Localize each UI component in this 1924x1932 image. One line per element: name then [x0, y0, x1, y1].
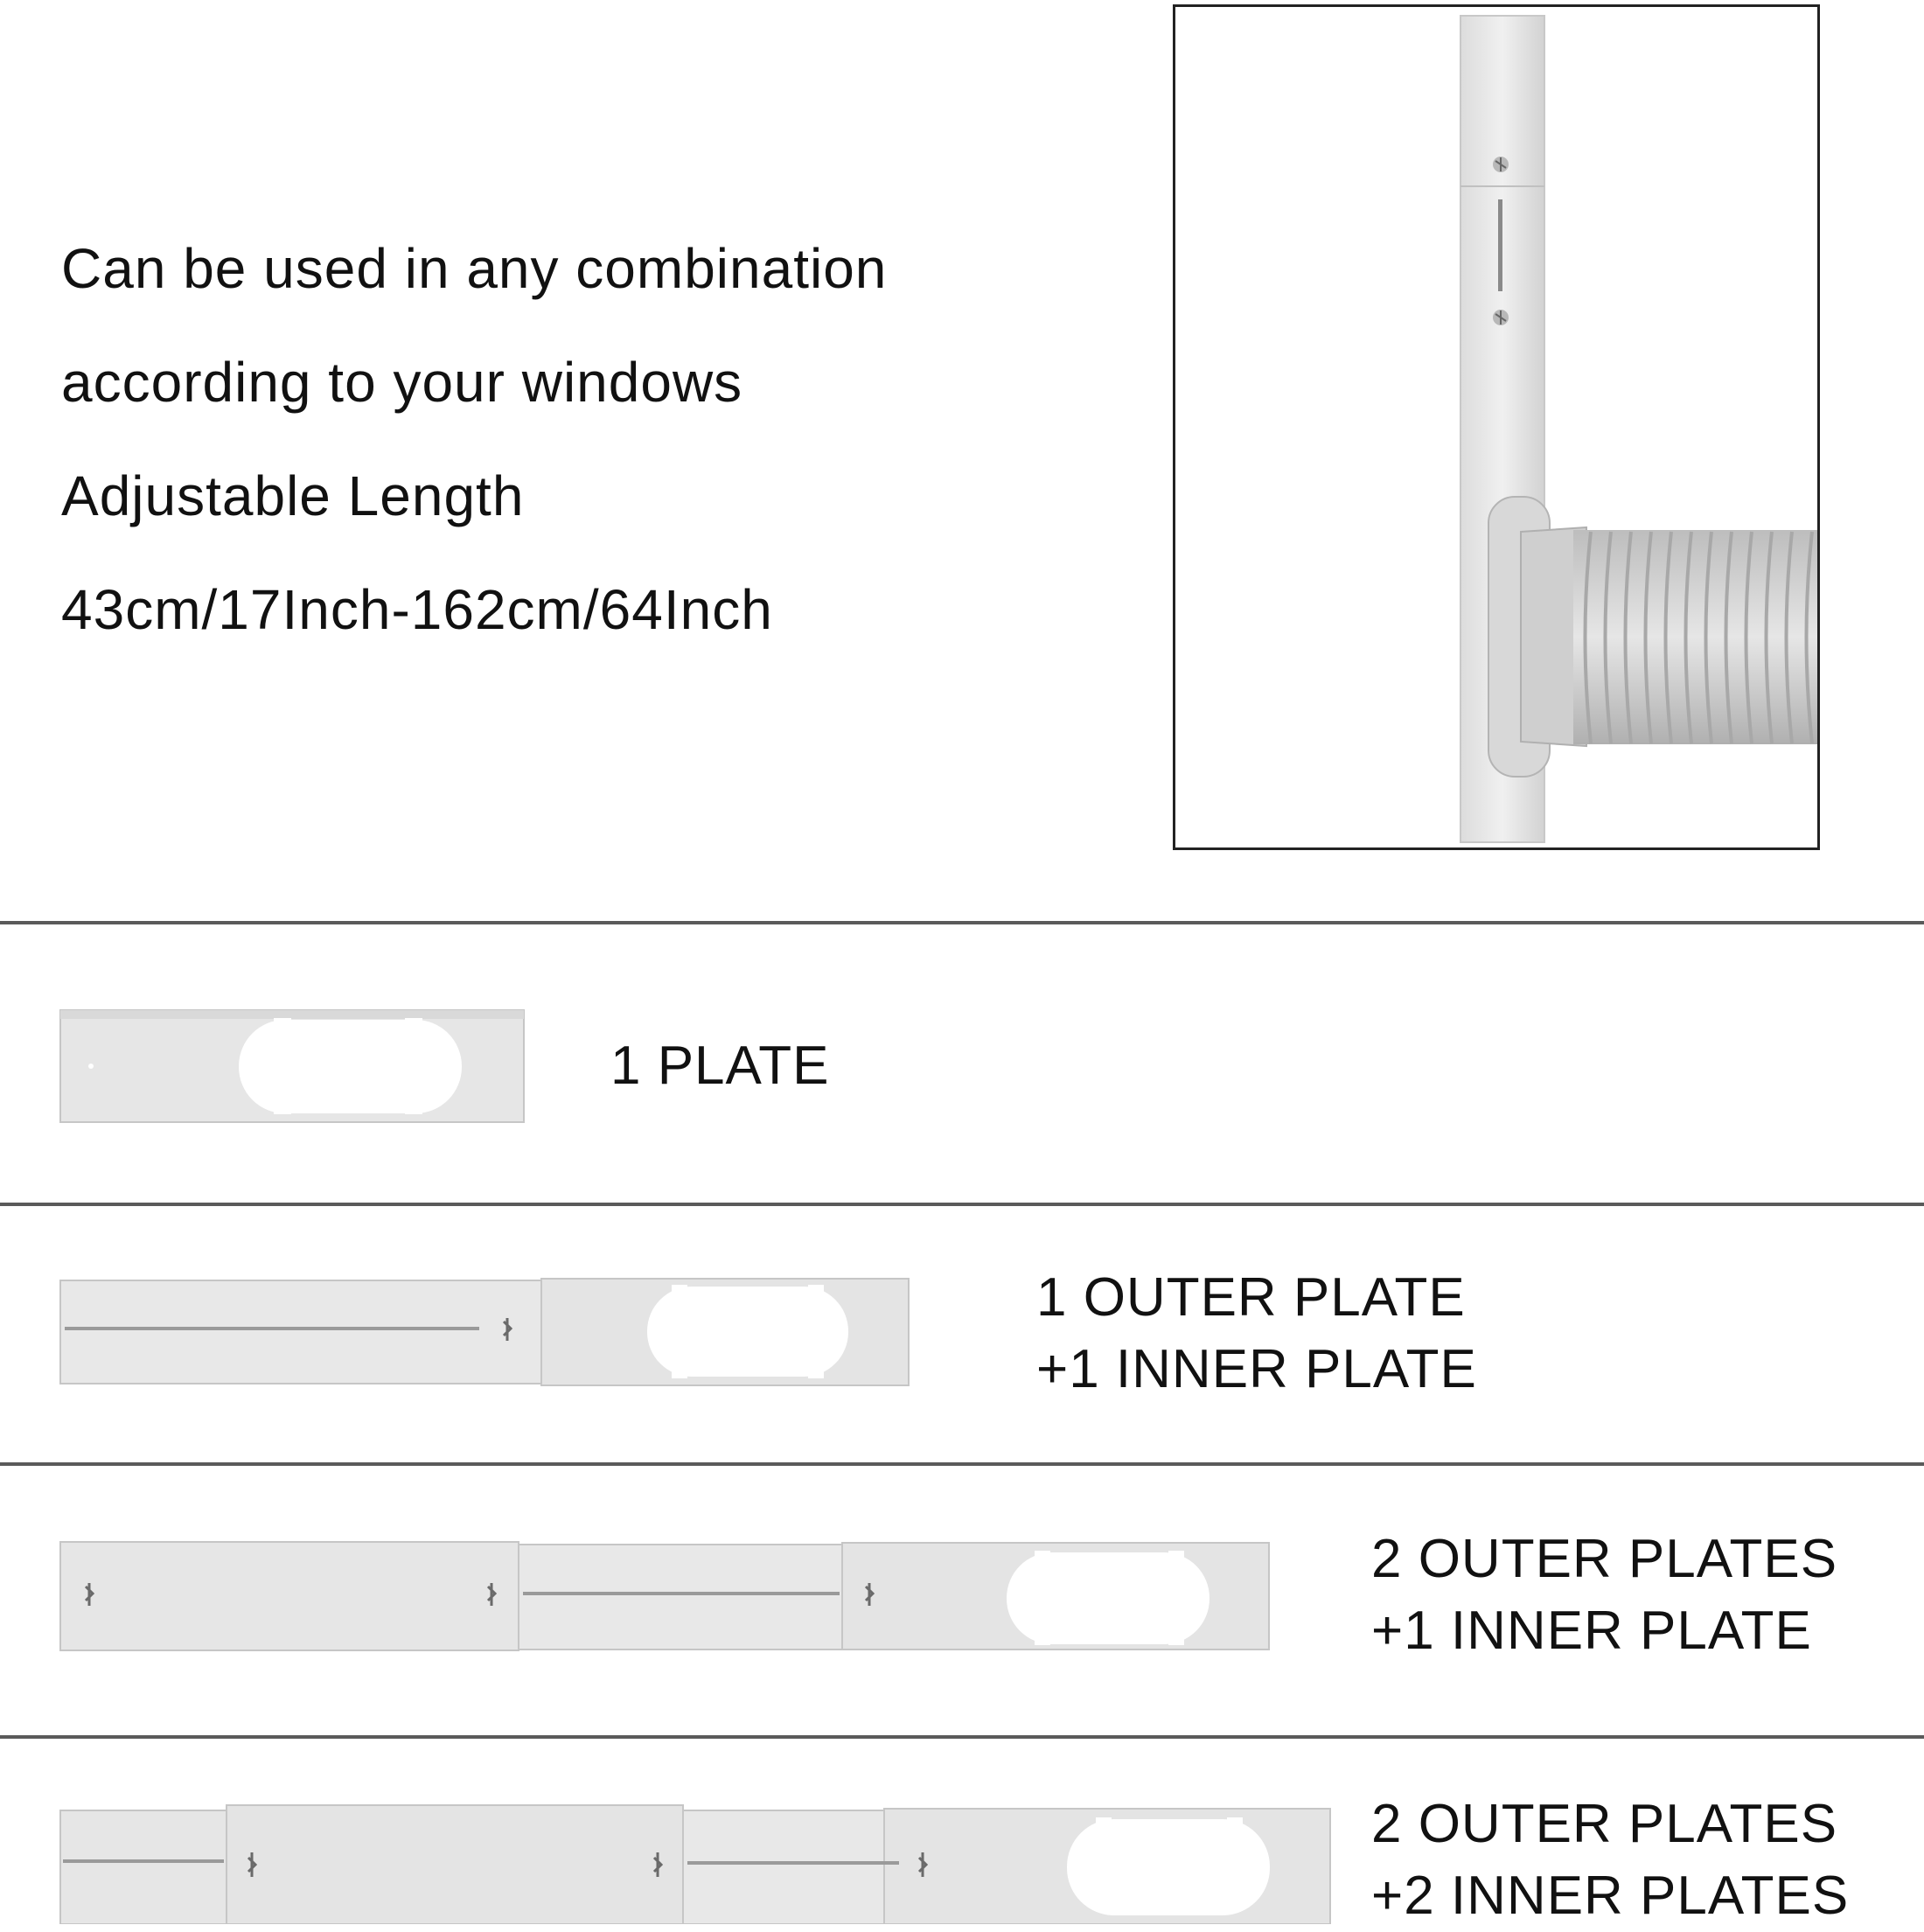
- combination-2-line-1: 1 OUTER PLATE: [1036, 1267, 1466, 1328]
- intro-text-block: [61, 237, 1111, 695]
- combination-2-line-2: +1 INNER PLATE: [1036, 1339, 1477, 1399]
- screw-icon: [1493, 157, 1509, 172]
- intro-line-4: 43cm/17Inch-162cm/64Inch: [61, 578, 773, 641]
- two-outer-two-inner-plate-illustration: [59, 1803, 1331, 1924]
- intro-line-2: according to your windows: [61, 351, 743, 414]
- section-divider: [0, 921, 1924, 924]
- combination-3-line-2: +1 INNER PLATE: [1371, 1601, 1812, 1661]
- hose-opening: [647, 1287, 848, 1377]
- section-divider: [0, 1203, 1924, 1206]
- section-divider: [0, 1462, 1924, 1466]
- intro-line-3: Adjustable Length: [61, 464, 525, 527]
- screw-icon: [1493, 310, 1509, 325]
- intro-line-1: Can be used in any combination: [61, 237, 888, 300]
- single-plate-illustration: [59, 1009, 525, 1123]
- combination-label-3: [1371, 1524, 1837, 1667]
- hose-opening: [1007, 1552, 1209, 1644]
- combination-label-1: [610, 1030, 830, 1102]
- product-photo-frame: [1173, 4, 1820, 850]
- hose-opening: [1067, 1819, 1270, 1915]
- combination-label-2: [1036, 1262, 1477, 1405]
- window-vent-kit-with-hose-icon: [1175, 7, 1817, 847]
- section-divider: [0, 1735, 1924, 1739]
- hose-opening: [239, 1020, 462, 1113]
- combination-label-4: [1371, 1789, 1849, 1932]
- two-outer-one-inner-plate-illustration: [59, 1539, 1270, 1653]
- combination-4-line-1: 2 OUTER PLATES: [1371, 1794, 1838, 1854]
- combination-1-line-1: 1 PLATE: [610, 1036, 830, 1096]
- combination-3-line-1: 2 OUTER PLATES: [1371, 1529, 1838, 1589]
- outer-inner-plate-illustration: [59, 1278, 910, 1386]
- combination-4-line-2: +2 INNER PLATES: [1371, 1866, 1850, 1926]
